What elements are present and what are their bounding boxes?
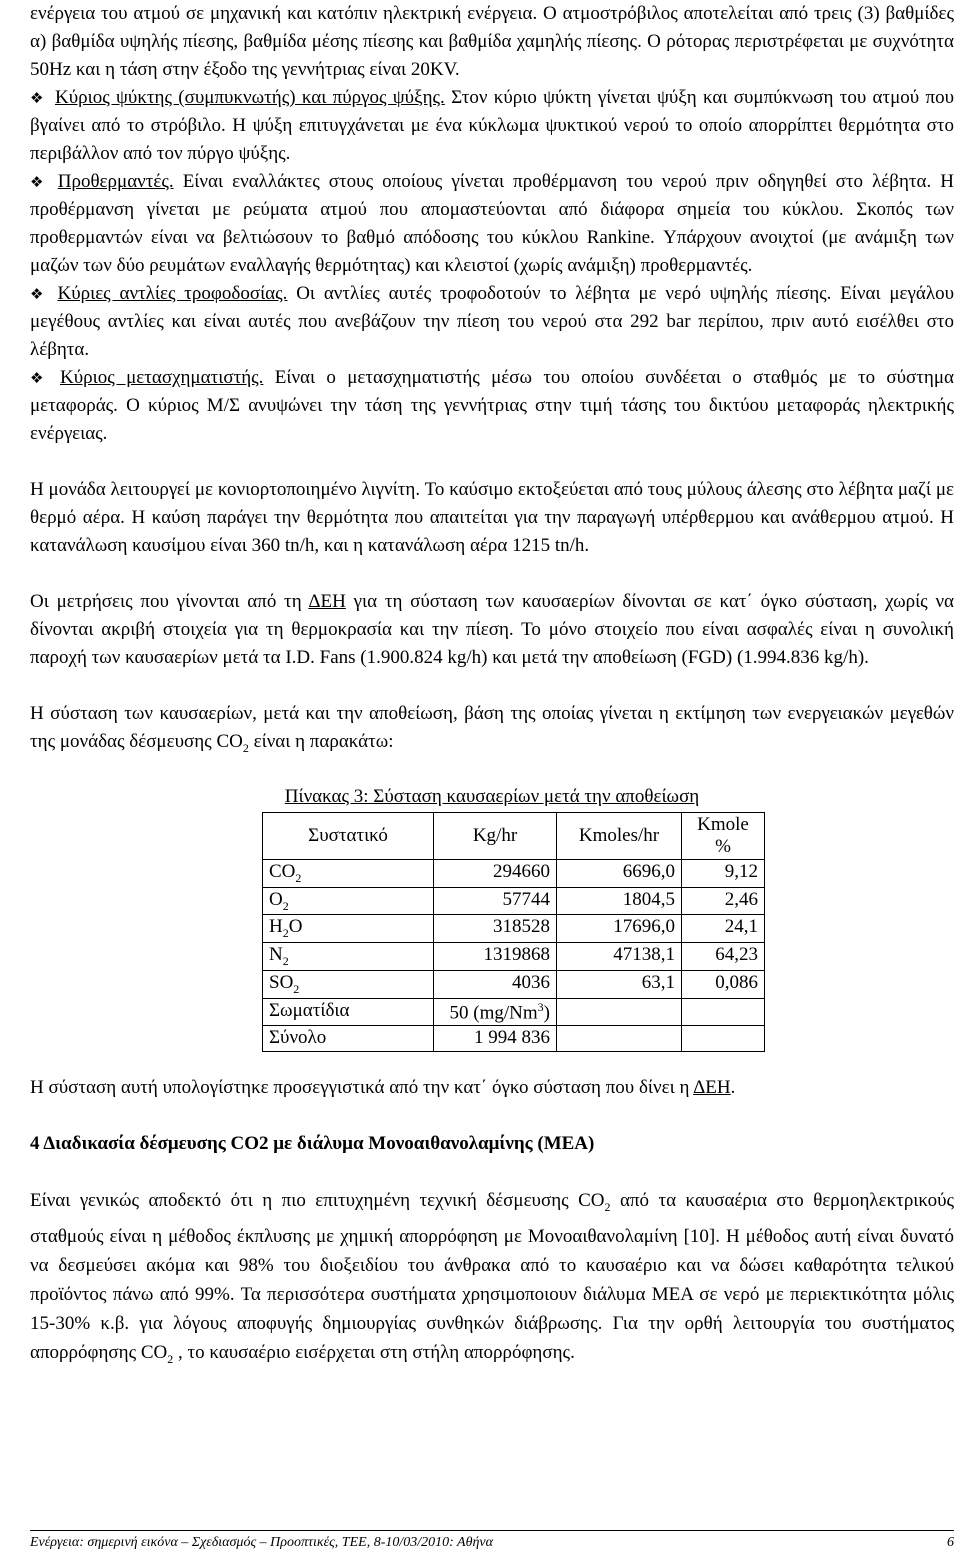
table-note-paragraph [30,1074,954,1102]
bullet-title: Κύριος ψύκτης (συμπυκνωτής) και πύργος ψύξης. [55,87,445,108]
kg-cell: 4036 [434,970,557,998]
table-row [263,970,765,998]
bullet-text: Στον κύριο ψύκτη γίνεται ψύξη και συμπύκνωση του ατμού που βγαίνει από το στρόβιλο. Η ψύξη επιτυγχάνεται με ένα κύκλωμα ψυκτικού νερού το οποίο απορρίπτει θερμότητα στο περιβάλλον από τον πύργο ψύξης. [30,87,955,164]
pct-cell: 2,46 [682,887,765,915]
table-row [263,859,765,887]
pct-cell: 64,23 [682,943,765,971]
table-row [263,998,765,1025]
diamond-bullet-icon: ❖ [30,173,48,191]
kmol-cell: 47138,1 [557,943,682,971]
footer-text: Ενέργεια: σημερινή εικόνα – Σχεδιασμός – Προοπτικές, ΤΕΕ, 8-10/03/2010: Αθήνα [30,1535,493,1550]
page-footer [30,1535,954,1551]
header-cell: Kmoles/hr [557,812,682,859]
component-cell: $N_2$ [263,943,434,971]
text-run: Η σύσταση αυτή υπολογίστηκε προσεγγιστικά από την κατ΄ όγκο σύσταση που δίνει η [30,1077,694,1099]
subscript: 2 [167,1351,174,1366]
text-run: . [730,1077,736,1099]
footer-divider [30,1530,954,1531]
subscript: 2 [604,1199,611,1214]
page-number: 6 [947,1535,954,1550]
bullet-text: Είναι εναλλάκτες στους οποίους γίνεται προθέρμανση του νερού πριν οδηγηθεί στο λέβητα. Η προθέρμανση γίνεται με ρεύματα ατμού που απομαστεύονται από διάφορα σημεία του κύκλου. Σκοπός των προθερμαντών είναι να βελτιώσουν το βαθμό απόδοσης του κύκλου Rankine. Υπάρχουν ανοιχτοί (με ανάμιξη των μαζών των δύο ρευμάτων εναλλαγής θερμότητας) και κλειστοί (χωρίς ανάμιξη) προθερμαντές. [30,171,954,276]
kmol-cell: 63,1 [557,970,682,998]
table-row [263,1026,765,1052]
component-cell: $H_2O$ [263,915,434,943]
kmol-cell: 1804,5 [557,887,682,915]
table-row [263,943,765,971]
text-run: για τη σύσταση των καυσαερίων δίνονται σε κατ΄ όγκο σύσταση, χωρίς να δίνονται ακριβή στοιχεία για τη θερμοκρασία και την πίεση. Το μόνο στοιχείο που είναι ασφαλές είναι η συνολική παροχή των καυσαερίων μετά τα I.D. Fans (1.900.824 kg/h) και μετά την αποθείωση (FGD) (1.994.836 kg/h). [30,591,954,668]
text-run: από τα καυσαέρια στο θερμοηλεκτρικούς σταθμούς είναι η μέθοδος έκπλυσης με χημική απορρόφηση με Μονοαιθανολαμίνη [10]. Η μέθοδος αυτή είναι δυνατό να δεσμεύσει ακόμα και 98% του διοξειδίου του άνθρακα από το καυσαέριο και να δώσει καθαρότητα τελικού προϊόντος πάνω από 99%. Τα περισσότερα συστήματα χρησιμοποιουν διάλυμα MEA σε νερό με περιεκτικότητα μόλις 15-30% κ.β. για λόγους αποφυγής δημιουργίας συνθηκών διάβρωσης. Για την ορθή λειτουργία του συστήματος απορρόφησης CO [30,1190,954,1363]
component-cell: $CO_2$ [263,859,434,887]
diamond-bullet-icon: ❖ [30,89,45,107]
bullet-title: Προθερμαντές. [57,171,174,192]
kg-cell: 1319868 [434,943,557,971]
component-cell: Σωματίδια [263,998,434,1025]
kg-cell: 318528 [434,915,557,943]
bullet-item-condenser [30,84,954,168]
bullet-title: Κύριος μετασχηματιστής. [60,367,264,388]
text-run: Η σύσταση των καυσαερίων, μετά και την αποθείωση, βάση της οποίας γίνεται η εκτίμηση των ενεργειακών μεγεθών της μονάδας δέσμευσης CO [30,703,954,752]
pct-cell: 9,12 [682,859,765,887]
fuel-paragraph: Η μονάδα λειτουργεί με κονιορτοποιημένο λιγνίτη. Το καύσιμο εκτοξεύεται από τους μύλους άλεσης στο λέβητα μαζί με θερμό αέρα. Η καύση παράγει την θερμότητα που απαιτείται για την παραγωγή υπέρθερμου και ανάθερμου ατμού. Η κατανάλωση καυσίμου είναι 360 tn/h, και η κατανάλωση αέρα 1215 tn/h. [30,479,954,556]
bullet-item-preheaters [30,168,954,280]
text-run: είναι η παρακάτω: [248,731,394,752]
measurements-paragraph [30,588,954,672]
text-run: , το καυσαέριο εισέρχεται στη στήλη απορρόφησης. [173,1341,575,1363]
component-cell: Σύνολο [263,1026,434,1052]
header-cell: Kg/hr [434,812,557,859]
header-cell: Kmole % [682,812,765,859]
diamond-bullet-icon: ❖ [30,285,48,303]
section-heading: 4 Διαδικασία δέσμευσης CO2 με διάλυμα Μονοαιθανολαμίνης (MEA) [30,1133,595,1155]
document-page [30,0,954,1374]
bullet-title: Κύριες αντλίες τροφοδοσίας. [57,283,288,304]
text-run: Είναι γενικώς αποδεκτό ότι η πιο επιτυχημένη τεχνική δέσμευσης CO [30,1190,605,1212]
kmol-cell [557,998,682,1025]
diamond-bullet-icon: ❖ [30,369,51,387]
kg-cell: 1 994 836 [434,1026,557,1052]
kmol-cell: 6696,0 [557,859,682,887]
pct-cell [682,1026,765,1052]
bullet-text: Είναι ο μετασχηματιστής μέσω του οποίου συνδέεται ο σταθμός με το σύστημα μεταφοράς. Ο κύριος Μ/Σ ανυψώνει την τάση της γεννήτριας στην τιμή τάσης του δικτύου μεταφοράς ηλεκτρικής ενέργειας. [30,367,955,444]
caption-text: Πίνακας 3: Σύσταση καυσαερίων μετά την αποθείωση [284,785,700,807]
flue-gas-table [262,812,765,1052]
header-cell: Συστατικό [263,812,434,859]
dei-abbrev: ΔΕΗ [308,591,346,612]
mea-paragraph [30,1186,954,1374]
bullet-text: Οι αντλίες αυτές τροφοδοτούν το λέβητα με νερό υψηλής πίεσης. Είναι μεγάλου μεγέθους αντλίες και είναι αυτές που ανεβάζουν την πίεση του νερού στα 292 bar περίπου, πριν αυτό εισέλθει στο λέβητα. [30,283,954,360]
composition-paragraph [30,700,954,762]
pct-cell: 24,1 [682,915,765,943]
component-cell: $O_2$ [263,887,434,915]
bullet-item-transformer [30,364,954,448]
text-run: Οι μετρήσεις που γίνονται από τη [30,591,309,612]
table-row [263,915,765,943]
bullet-item-pumps [30,280,954,364]
table-header-row [263,812,765,859]
component-cell: $SO_2$ [263,970,434,998]
dei-abbrev: ΔΕΗ [693,1077,731,1099]
table-caption [30,786,954,808]
pct-cell [682,998,765,1025]
kg-cell: 57744 [434,887,557,915]
table-row [263,887,765,915]
kg-cell: 50 (mg/Nm$^3$) [434,998,557,1025]
kg-cell: 294660 [434,859,557,887]
kmol-cell [557,1026,682,1052]
intro-paragraph: ενέργεια του ατμού σε μηχανική και κατόπιν ηλεκτρική ενέργεια. Ο ατμοστρόβιλος αποτελείται από τρεις (3) βαθμίδες α) βαθμίδα υψηλής πίεσης, βαθμίδα μέσης πίεσης και βαθμίδα χαμηλής πίεσης. Ο ρότορας περιστρέφεται με συχνότητα 50Hz και η τάση στην έξοδο της γεννήτριας είναι 20KV. [30,3,954,80]
kmol-cell: 17696,0 [557,915,682,943]
pct-cell: 0,086 [682,970,765,998]
subscript: 2 [242,740,249,755]
